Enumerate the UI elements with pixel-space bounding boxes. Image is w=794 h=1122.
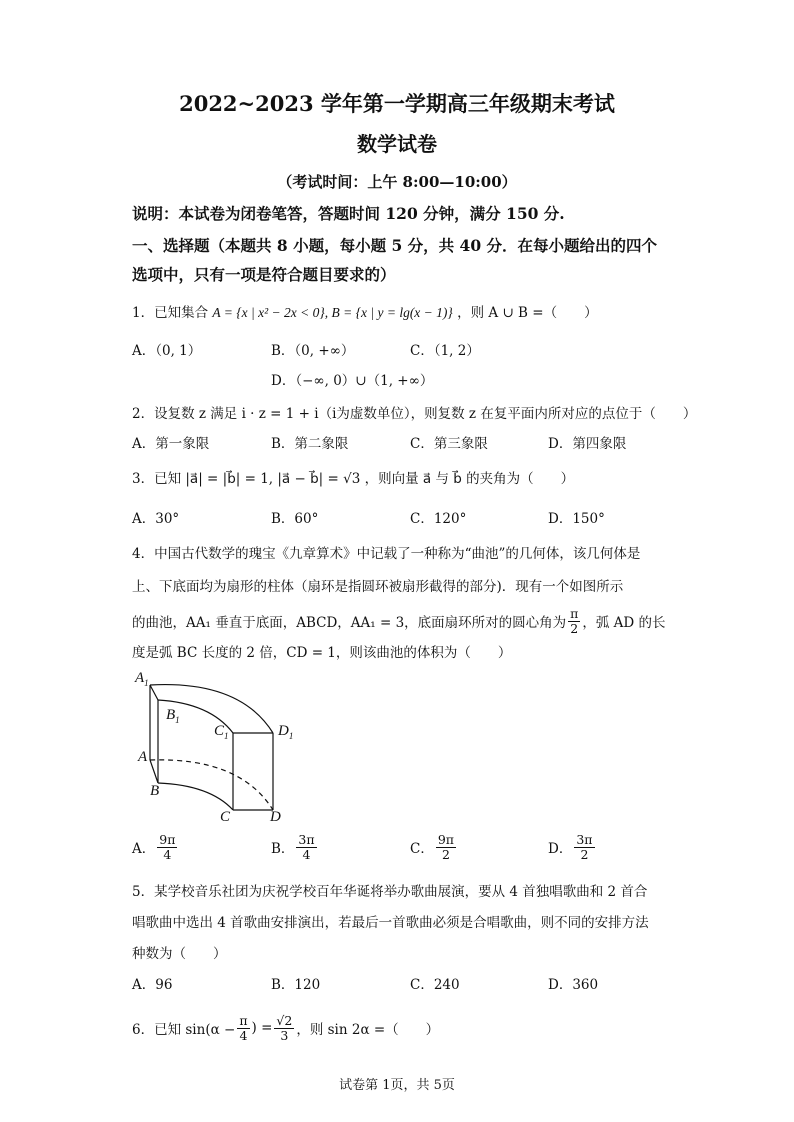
- fraction-denominator: 4: [239, 1027, 248, 1043]
- question-5-option-c: C．240: [410, 977, 460, 993]
- question-5-option-b: B．120: [271, 977, 321, 993]
- edge-a1-b1: [150, 685, 158, 700]
- label-d1: $D_1$: [278, 723, 294, 741]
- fraction-numerator: 3π: [576, 832, 593, 847]
- question-3-option-c: C．120°: [410, 511, 467, 527]
- instructions-note: 说明：本试卷为闭卷笔答，答题时间 120 分钟，满分 150 分.: [132, 204, 565, 223]
- question-1-option-b: B．（0, +∞）: [271, 343, 355, 359]
- question-4-option-b: [271, 833, 319, 862]
- question-5-line2: 唱歌曲中选出 4 首歌曲安排演出，若最后一首歌曲必须是合唱歌曲，则不同的安排方法: [132, 915, 649, 931]
- fraction-numerator: 9π: [159, 832, 176, 847]
- fraction-denominator: 4: [302, 846, 311, 862]
- question-4-option-d: [548, 833, 597, 862]
- label-a1: $A_1$: [135, 670, 149, 688]
- arc-a-d-hidden: [150, 760, 273, 810]
- label-b: B: [150, 783, 160, 799]
- option-letter: B．: [271, 841, 295, 858]
- fraction-denominator: 2: [570, 620, 579, 636]
- question-6-fraction-2: [274, 1014, 294, 1043]
- label-c: C: [220, 809, 231, 825]
- fraction-denominator: 2: [580, 846, 589, 862]
- option-fraction: [436, 833, 456, 862]
- edge-a-b: [150, 760, 158, 783]
- label-a: A: [138, 749, 148, 765]
- fraction-numerator: π: [239, 1012, 248, 1028]
- question-1-math: A = {x | x² − 2x < 0}, B = {x | y = lg(x − 1)}: [212, 305, 453, 320]
- section-heading-line2: 选项中，只有一项是符合题目要求的）: [132, 265, 396, 284]
- question-4-line1: 4．中国古代数学的瑰宝《九章算术》中记载了一种称为“曲池”的几何体，该几何体是: [132, 546, 641, 562]
- subject-title: 数学试卷: [357, 132, 437, 156]
- fraction-numerator: π: [570, 605, 579, 621]
- question-2-option-a: A．第一象限: [132, 436, 210, 452]
- question-5-line1: 5．某学校音乐社团为庆祝学校百年华诞将举办歌曲展演，要从 4 首独唱歌曲和 2 首合: [132, 884, 648, 900]
- question-3-stem: 3．已知 |a⃗| = |b⃗| = 1, |a⃗ − b⃗| = √3 ，则向量 a⃗ 与 b⃗ 的夹角为（ ）: [132, 471, 575, 487]
- fraction-numerator: 3π: [298, 832, 315, 847]
- question-5-option-a: A．96: [132, 977, 173, 993]
- question-4-line3-text: 的曲池，AA₁ 垂直于底面，ABCD，AA₁ = 3，底面扇环所对的圆心角为: [132, 615, 567, 631]
- question-1-option-d: D．（−∞, 0）∪（1, +∞）: [271, 373, 434, 389]
- question-5-line3: 种数为（ ）: [132, 946, 227, 962]
- option-letter: A．: [132, 841, 156, 858]
- option-fraction: [157, 833, 177, 862]
- exam-time: （考试时间：上午 8:00—10:00）: [277, 173, 517, 191]
- question-4-line3-tail: ，弧 AD 的长: [582, 615, 666, 631]
- question-4-angle-fraction: [568, 607, 580, 636]
- question-3-option-a: A．30°: [132, 511, 180, 527]
- fraction-numerator: √2: [276, 1012, 293, 1028]
- question-6-fraction-1: [237, 1014, 249, 1043]
- question-2-option-d: D．第四象限: [548, 436, 627, 452]
- fraction-denominator: 3: [280, 1027, 289, 1043]
- question-5-option-d: D．360: [548, 977, 599, 993]
- question-4-line4: 度是弧 BC 长度的 2 倍，CD = 1，则该曲池的体积为（ ）: [132, 645, 512, 661]
- question-2-stem: 2．设复数 z 满足 i · z = 1 + i（i为虚数单位），则复数 z 在复平面内所对应的点位于（ ）: [132, 406, 697, 422]
- question-1-option-a: A．（0, 1）: [132, 343, 202, 359]
- question-6-part-c: ，则 sin 2α =（ ）: [296, 1022, 440, 1038]
- curved-pool-figure: [130, 665, 310, 830]
- option-letter: D．: [548, 841, 573, 858]
- fraction-numerator: 9π: [437, 832, 455, 847]
- label-c1: $C_1$: [214, 723, 229, 741]
- fraction-denominator: 4: [163, 846, 172, 862]
- exam-title: 2022~2023 学年第一学期高三年级期末考试: [179, 91, 615, 116]
- question-1-prefix: 1．已知集合: [132, 305, 209, 321]
- question-3-option-d: D．150°: [548, 511, 605, 527]
- question-4-line2: 上、下底面均为扇形的柱体（扇环是指圆环被扇形截得的部分)．现有一个如图所示: [132, 579, 624, 595]
- label-b1: $B_1$: [166, 707, 180, 725]
- section-heading-line1: 一、选择题（本题共 8 小题，每小题 5 分，共 40 分．在每小题给出的四个: [132, 236, 658, 255]
- option-fraction: [296, 833, 316, 862]
- question-2-option-b: B．第二象限: [271, 436, 349, 452]
- arc-b-c: [158, 783, 233, 810]
- question-4-line3: [132, 602, 666, 640]
- label-d: D: [270, 809, 281, 825]
- question-1-option-c: C．（1, 2）: [410, 343, 480, 359]
- question-6-stem: [132, 1008, 439, 1048]
- question-6-part-a: 6．已知 sin(α −: [132, 1022, 236, 1038]
- curved-pool-diagram: [130, 665, 310, 830]
- question-3-option-b: B．60°: [271, 511, 319, 527]
- question-4-option-c: [410, 833, 458, 862]
- question-1-stem: [132, 301, 598, 321]
- question-4-option-a: [132, 833, 179, 862]
- page-footer: 试卷第 1页，共 5页: [339, 1078, 455, 1093]
- fraction-denominator: 2: [441, 846, 450, 862]
- option-fraction: [574, 833, 594, 862]
- question-2-option-c: C．第三象限: [410, 436, 488, 452]
- option-letter: C．: [410, 841, 434, 858]
- question-6-part-b: ) =: [251, 1020, 273, 1036]
- question-1-suffix: ，则 A ∪ B =（ ）: [457, 305, 598, 321]
